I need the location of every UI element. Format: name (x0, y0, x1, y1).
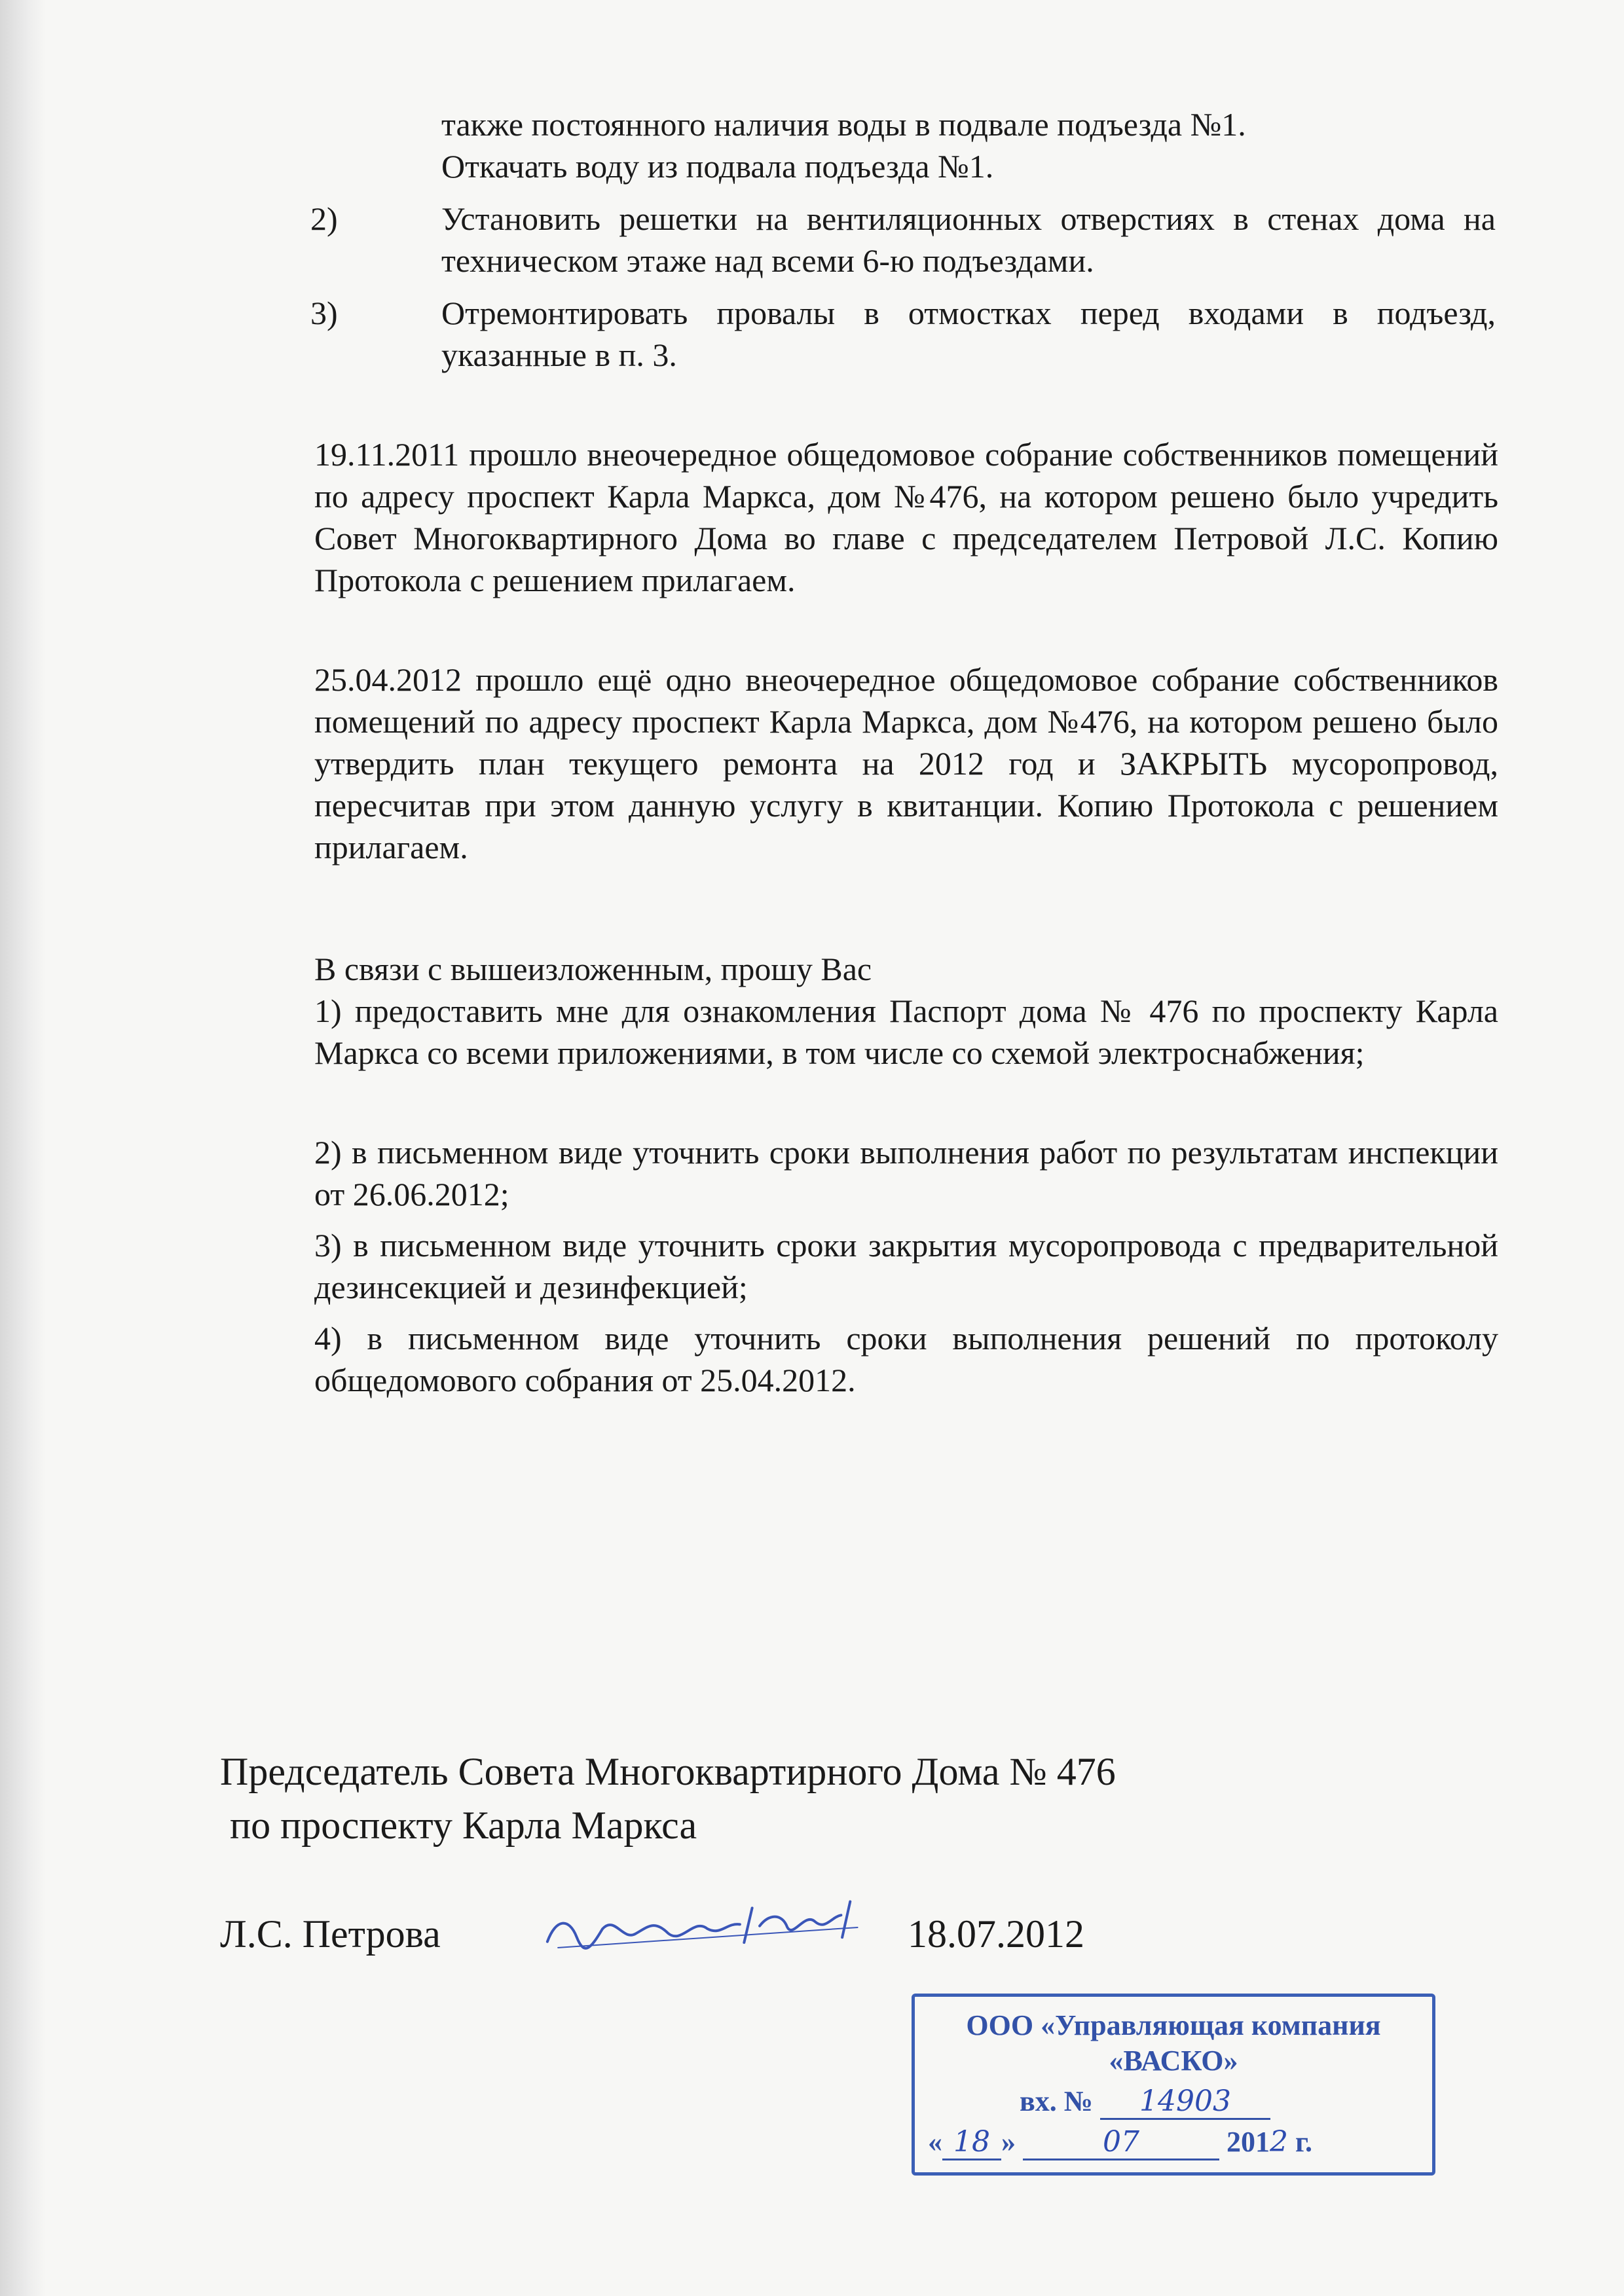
page-edge-shadow (0, 0, 46, 2296)
signature-title-line-2: по проспекту Карла Маркса (220, 1804, 697, 1847)
request-item: 3) в письменном виде уточнить сроки закрытия мусоропровода с предварительной дезинсекцией и дезинфекцией; (314, 1227, 1498, 1305)
list-item-number: 3) (310, 295, 338, 331)
stamp-year-prefix: 201 (1227, 2126, 1270, 2158)
stamp-incoming-number-value: 14903 (1139, 2085, 1231, 2118)
signature-title-line-1: Председатель Совета Многоквартирного Дома № 476 (220, 1750, 1116, 1793)
list-item (310, 198, 1497, 283)
stamp-incoming-number (1020, 2085, 1270, 2120)
stamp-year-unit: г. (1295, 2126, 1313, 2158)
request-item: 2) в письменном виде уточнить сроки выполнения работ по результатам инспекции от 26.06.2012; (314, 1134, 1498, 1212)
signature-date: 18.07.2012 (908, 1912, 1084, 1956)
intro-line-2: Откачать воду из подвала подъезда №1. (441, 148, 994, 185)
list-item-number: 2) (310, 200, 338, 237)
paragraph-repair-meeting: 25.04.2012 прошло ещё одно внеочередное общедомовое собрание собственников помещений по адресу проспект Карла Маркса, дом №476, на котором решено было утвердить план текущего ремонта на 2012 год и ЗАКРЫТЬ мусоропровод, пересчитав при этом данную услугу в квитанции. Копию Протокола с решением прилагаем. (314, 661, 1498, 866)
stamp-year-suffix: 2 (1270, 2125, 1288, 2159)
incoming-stamp (912, 1994, 1435, 2176)
stamp-day: 18 (953, 2125, 990, 2159)
intro-line-1: также постоянного наличия воды в подвале подъезда №1. (441, 106, 1246, 143)
list-item-text: Отремонтировать провалы в отмостках перед входами в подъезд, указанные в п. 3. (441, 295, 1496, 373)
list-item (310, 292, 1497, 377)
request-item: 1) предоставить мне для ознакомления Паспорт дома № 476 по проспекту Карла Маркса со всеми приложениями, в том числе со схемой электроснабжения; (314, 993, 1498, 1071)
stamp-company-name: «ВАСКО» (1109, 2045, 1238, 2077)
stamp-incoming-label: вх. № (1020, 2085, 1093, 2117)
handwritten-signature (543, 1895, 872, 1958)
stamp-company-line: ООО «Управляющая компания (966, 2009, 1381, 2041)
request-intro: В связи с вышеизложенным, прошу Вас (314, 951, 872, 987)
stamp-month: 07 (1103, 2125, 1139, 2159)
stamp-date-line: « 18 » 07 2012 г. (928, 2125, 1312, 2160)
request-item: 4) в письменном виде уточнить сроки выполнения решений по протоколу общедомового собрания от 25.04.2012. (314, 1320, 1498, 1398)
paragraph-council-meeting: 19.11.2011 прошло внеочередное общедомовое собрание собственников помещений по адресу проспект Карла Маркса, дом №476, на котором решено было учредить Совет Многоквартирного Дома во главе с председателем Петровой Л.С. Копию Протокола с решением прилагаем. (314, 436, 1498, 598)
list-item-text: Установить решетки на вентиляционных отверстиях в стенах дома на техническом этаже над всеми 6-ю подъездами. (441, 200, 1496, 279)
signer-name: Л.С. Петрова (220, 1912, 441, 1956)
signature-scribble (543, 1895, 872, 1958)
